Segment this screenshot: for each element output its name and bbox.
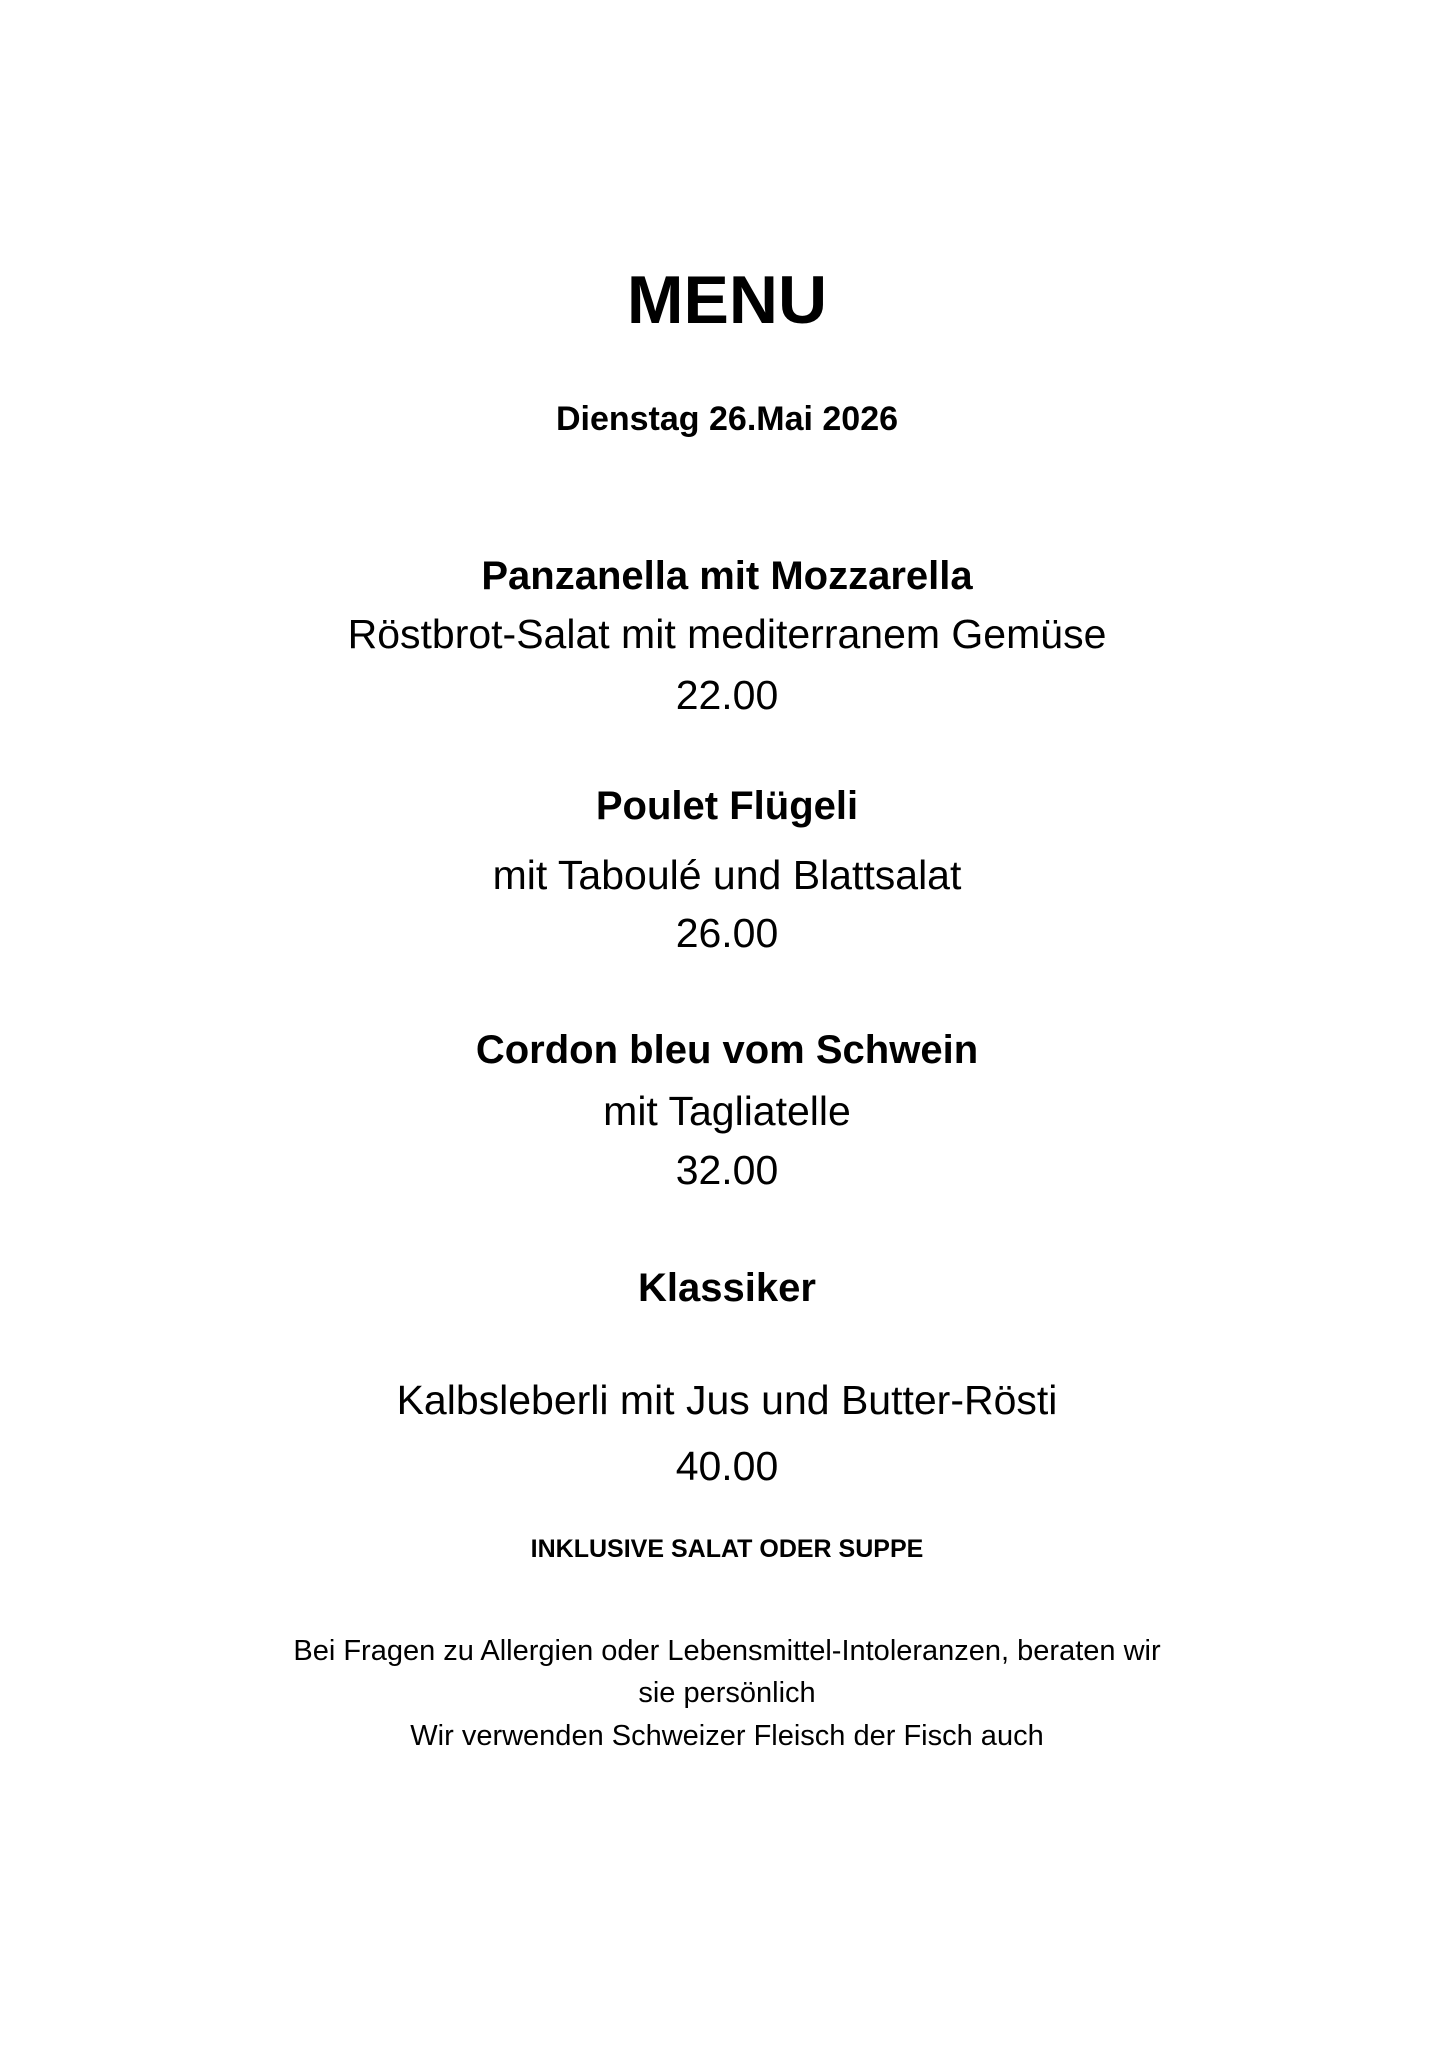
- allergy-info-line: sie persönlich: [638, 1677, 816, 1709]
- dish-description: mit Taboulé und Blattsalat: [492, 852, 962, 898]
- classics-heading: Klassiker: [638, 1266, 816, 1310]
- meat-origin-line: Wir verwenden Schweizer Fleisch der Fisch auch: [410, 1720, 1044, 1752]
- classics-dish-price: 40.00: [675, 1443, 779, 1489]
- menu-date: Dienstag 26.Mai 2026: [555, 400, 899, 438]
- menu-title: MENU: [626, 262, 828, 338]
- dish-price: 32.00: [675, 1147, 779, 1193]
- dish-name: Panzanella mit Mozzarella: [481, 554, 973, 598]
- dish-name: Poulet Flügeli: [595, 784, 859, 828]
- dish-name: Cordon bleu vom Schwein: [475, 1028, 979, 1072]
- dish-description: Röstbrot-Salat mit mediterranem Gemüse: [347, 611, 1107, 657]
- classics-dish-description: Kalbsleberli mit Jus und Butter-Rösti: [396, 1377, 1058, 1423]
- dish-price: 22.00: [675, 672, 779, 718]
- dish-description: mit Tagliatelle: [603, 1088, 851, 1134]
- dish-price: 26.00: [675, 910, 779, 956]
- classics-note: INKLUSIVE SALAT ODER SUPPE: [530, 1535, 924, 1563]
- allergy-info-line: Bei Fragen zu Allergien oder Lebensmittel-Intoleranzen, beraten wir: [293, 1635, 1161, 1667]
